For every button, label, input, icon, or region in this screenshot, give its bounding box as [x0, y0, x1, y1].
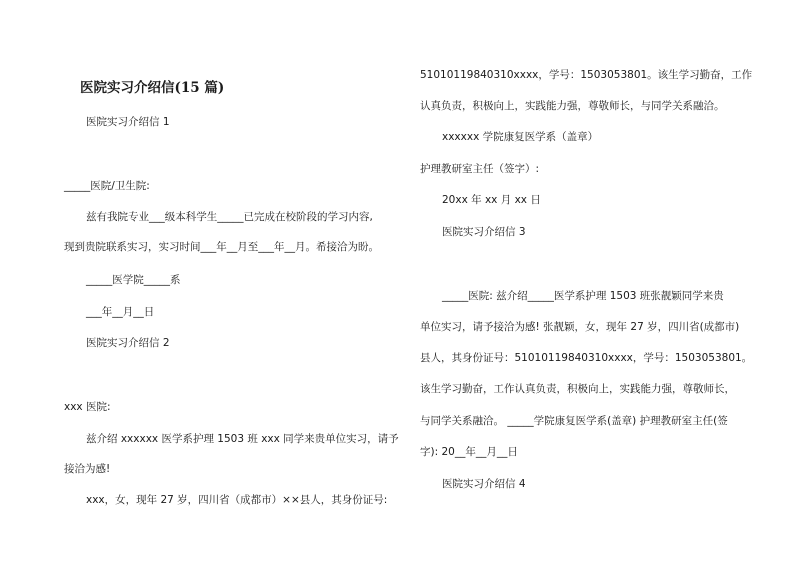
body-line: 现到贵院联系实习，实习时间___年__月至___年__月。希接洽为盼。: [64, 241, 379, 253]
document-title: 医院实习介绍信(15 篇): [80, 80, 225, 96]
salutation-line: xxx 医院:: [64, 401, 111, 413]
body-line: xxx，女，现年 27 岁，四川省（成都市）××县人，其身份证号:: [86, 494, 388, 506]
body-line: 认真负责，积极向上，实践能力强，尊敬师长，与同学关系融洽。: [420, 100, 725, 112]
section-heading-2: 医院实习介绍信 2: [86, 337, 170, 349]
body-line: _____医院: 兹介绍_____医学系护理 1503 班张靓颖同学来贵: [442, 290, 724, 302]
body-line: 兹介绍 xxxxxx 医学系护理 1503 班 xxx 同学来贵单位实习，请予: [86, 433, 399, 445]
date-line: 字): 20__年__月__日: [420, 446, 518, 458]
body-line: 兹有我院专业___级本科学生_____已完成在校阶段的学习内容,: [86, 211, 373, 223]
seal-line: xxxxxx 学院康复医学系（盖章）: [442, 131, 599, 143]
body-line: 与同学关系融洽。 _____学院康复医学系(盖章) 护理教研室主任(签: [420, 415, 728, 427]
body-line: 该生学习勤奋，工作认真负责，积极向上，实践能力强，尊敬师长，: [420, 383, 735, 395]
body-line: 51010119840310xxxx，学号：1503053801。该生学习勤奋，工作: [420, 69, 753, 81]
signature-line: 护理教研室主任（签字）:: [420, 163, 540, 175]
date-line: ___年__月__日: [86, 306, 155, 318]
section-heading-1: 医院实习介绍信 1: [86, 116, 170, 128]
salutation-line: _____医院/卫生院:: [64, 180, 150, 192]
signature-line: _____医学院_____系: [86, 274, 181, 286]
date-line: 20xx 年 xx 月 xx 日: [442, 194, 541, 206]
body-line: 县人，其身份证号：51010119840310xxxx，学号：1503053801。: [420, 352, 753, 364]
body-line: 单位实习，请予接洽为感! 张靓颖，女，现年 27 岁，四川省(成都市): [420, 321, 740, 333]
section-heading-3: 医院实习介绍信 3: [442, 226, 526, 238]
section-heading-4: 医院实习介绍信 4: [442, 478, 526, 490]
body-line: 接洽为感!: [64, 463, 111, 475]
